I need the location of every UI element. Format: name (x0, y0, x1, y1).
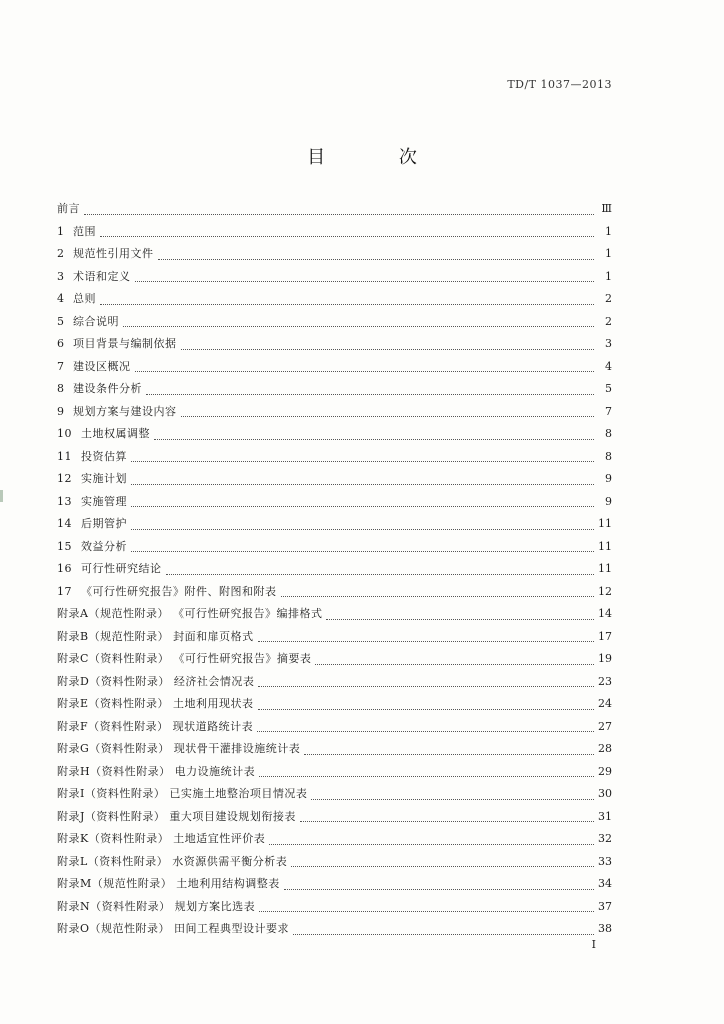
toc-entry-label (57, 695, 254, 711)
toc-entry-number: 17 (57, 584, 72, 598)
toc-leader-dots (258, 709, 594, 710)
toc-entry-page: Ⅲ (601, 202, 612, 215)
toc-entry-label (57, 898, 255, 914)
toc-entry-label (57, 245, 154, 261)
toc-entry-page: 32 (598, 832, 612, 845)
toc-entry-label (57, 515, 127, 531)
toc-entry-text: 附录N（资料性附录） 规划方案比选表 (57, 899, 256, 913)
toc-leader-dots (181, 416, 595, 417)
toc-leader-dots (326, 619, 594, 620)
toc-leader-dots (135, 281, 595, 282)
toc-entry-label (57, 200, 80, 216)
toc-leader-dots (315, 664, 594, 665)
toc-entry[interactable] (57, 470, 612, 493)
toc-entry-label (57, 583, 277, 599)
toc-entry-label (57, 470, 127, 486)
toc-entry[interactable] (57, 313, 612, 336)
toc-leader-dots (181, 349, 595, 350)
toc-entry-page: 34 (598, 877, 612, 890)
toc-entry-number: 2 (57, 247, 65, 260)
toc-entry[interactable] (57, 718, 612, 741)
table-of-contents (57, 200, 612, 943)
toc-entry-page: 9 (605, 494, 612, 508)
toc-entry-label (57, 493, 127, 509)
toc-entry[interactable] (57, 425, 612, 448)
toc-entry-text: 总则 (73, 292, 96, 305)
toc-entry[interactable] (57, 763, 612, 786)
toc-leader-dots (258, 686, 594, 687)
toc-entry-text: 投资估算 (81, 449, 127, 463)
toc-entry-page: 11 (598, 539, 612, 553)
toc-entry[interactable] (57, 830, 612, 853)
toc-entry-label (57, 628, 254, 644)
toc-entry-number: 11 (57, 449, 72, 463)
toc-entry-text: 范围 (73, 224, 96, 238)
toc-entry-page: 29 (598, 764, 612, 778)
toc-entry-label (57, 538, 127, 554)
toc-leader-dots (131, 551, 594, 552)
toc-leader-dots (84, 214, 594, 215)
toc-entry-text: 附录K（资料性附录） 土地适宜性评价表 (57, 832, 266, 845)
toc-entry[interactable] (57, 515, 612, 538)
toc-entry-text: 附录C（资料性附录） 《可行性研究报告》摘要表 (57, 652, 312, 665)
toc-entry-label (57, 830, 265, 846)
toc-entry[interactable] (57, 200, 612, 223)
toc-entry-label (57, 335, 177, 351)
toc-entry[interactable] (57, 673, 612, 696)
toc-entry[interactable] (57, 628, 612, 651)
toc-entry[interactable] (57, 223, 612, 246)
toc-entry-label (57, 358, 131, 374)
toc-entry-number: 7 (57, 359, 65, 373)
toc-entry[interactable] (57, 245, 612, 268)
toc-entry-text: 附录L（资料性附录） 水资源供需平衡分析表 (57, 854, 288, 868)
toc-entry-page: 3 (605, 337, 612, 350)
toc-entry-label (57, 718, 253, 734)
toc-entry-text: 实施计划 (81, 472, 127, 485)
toc-entry-number: 13 (57, 494, 72, 508)
toc-entry[interactable] (57, 268, 612, 291)
toc-entry[interactable] (57, 448, 612, 471)
page-title: 目 次 (307, 147, 451, 168)
toc-leader-dots (300, 821, 594, 822)
toc-entry-label (57, 605, 322, 621)
toc-entry-page: 37 (598, 899, 612, 913)
toc-entry-page: 11 (598, 562, 612, 575)
toc-entry-label (57, 268, 131, 284)
toc-entry[interactable] (57, 853, 612, 876)
toc-leader-dots (135, 371, 595, 372)
toc-entry-label (57, 763, 255, 779)
toc-entry-page: 7 (605, 404, 612, 418)
document-code: TD/T 1037—2013 (507, 78, 612, 91)
toc-entry-page: 9 (605, 472, 612, 485)
toc-entry[interactable] (57, 875, 612, 898)
toc-entry-text: 附录I（资料性附录） 已实施土地整治项目情况表 (57, 787, 308, 800)
toc-entry-number: 9 (57, 404, 65, 418)
toc-entry-text: 建设区概况 (73, 359, 131, 373)
toc-entry-label (57, 853, 287, 869)
toc-entry-text: 项目背景与编制依据 (73, 337, 177, 350)
toc-leader-dots (131, 529, 594, 530)
toc-entry[interactable] (57, 898, 612, 921)
toc-entry-text: 附录B（规范性附录） 封面和扉页格式 (57, 629, 254, 643)
toc-leader-dots (269, 844, 594, 845)
toc-entry-page: 2 (605, 314, 612, 328)
toc-entry[interactable] (57, 785, 612, 808)
toc-entry-number: 5 (57, 314, 65, 328)
toc-entry-number: 10 (57, 427, 72, 440)
toc-entry-label (57, 290, 96, 306)
toc-entry-label (57, 740, 300, 756)
toc-entry-number: 4 (57, 292, 65, 305)
toc-entry-text: 效益分析 (81, 539, 127, 553)
toc-entry[interactable] (57, 740, 612, 763)
toc-entry-page: 27 (598, 719, 612, 733)
toc-leader-dots (131, 484, 594, 485)
toc-entry-label (57, 425, 150, 441)
toc-entry-text: 附录O（规范性附录） 田间工程典型设计要求 (57, 922, 290, 935)
toc-entry-number: 15 (57, 539, 72, 553)
toc-leader-dots (291, 866, 594, 867)
toc-entry[interactable] (57, 290, 612, 313)
toc-entry-page: 23 (598, 674, 612, 688)
toc-leader-dots (258, 641, 594, 642)
toc-entry-text: 附录H（资料性附录） 电力设施统计表 (57, 764, 256, 778)
toc-entry-page: 17 (598, 629, 612, 643)
toc-entry-page: 11 (598, 517, 612, 530)
toc-entry-text: 附录F（资料性附录） 现状道路统计表 (57, 719, 254, 733)
toc-entry-text: 附录J（资料性附录） 重大项目建设规划衔接表 (57, 809, 296, 823)
toc-entry-text: 附录G（资料性附录） 现状骨干灌排设施统计表 (57, 742, 301, 755)
toc-leader-dots (100, 236, 594, 237)
toc-leader-dots (284, 889, 594, 890)
toc-entry-page: 2 (605, 292, 612, 305)
toc-entry[interactable] (57, 808, 612, 831)
toc-entry-text: 附录D（资料性附录） 经济社会情况表 (57, 674, 255, 688)
toc-entry[interactable] (57, 605, 612, 628)
toc-entry-label (57, 403, 177, 419)
toc-entry-page: 4 (605, 359, 612, 373)
toc-entry[interactable] (57, 380, 612, 403)
toc-entry-number: 14 (57, 517, 72, 530)
toc-leader-dots (154, 439, 594, 440)
toc-entry-page: 8 (605, 427, 612, 440)
toc-entry-page: 31 (598, 809, 612, 823)
toc-entry-page: 33 (598, 854, 612, 868)
toc-entry-number: 6 (57, 337, 65, 350)
toc-entry-label (57, 785, 307, 801)
toc-entry-page: 1 (605, 269, 612, 283)
toc-entry-text: 土地权属调整 (81, 427, 150, 440)
toc-entry-label (57, 380, 142, 396)
toc-entry-number: 12 (57, 472, 72, 485)
toc-leader-dots (131, 506, 594, 507)
toc-entry-page: 38 (598, 922, 612, 935)
toc-entry-number: 1 (57, 224, 65, 238)
toc-entry[interactable] (57, 583, 612, 606)
toc-entry-text: 后期管护 (81, 517, 127, 530)
toc-leader-dots (311, 799, 594, 800)
toc-entry-text: 综合说明 (73, 314, 119, 328)
toc-entry-label (57, 313, 119, 329)
toc-entry[interactable] (57, 920, 612, 943)
toc-entry-page: 12 (598, 584, 612, 598)
toc-entry-page: 1 (605, 224, 612, 238)
toc-entry-label (57, 920, 289, 936)
toc-entry-text: 建设条件分析 (73, 382, 142, 395)
toc-entry[interactable] (57, 358, 612, 381)
toc-leader-dots (259, 911, 594, 912)
toc-leader-dots (259, 776, 594, 777)
page-number: I (591, 938, 596, 951)
toc-leader-dots (166, 574, 595, 575)
toc-entry-page: 5 (605, 382, 612, 395)
toc-entry-text: 规范性引用文件 (73, 247, 154, 260)
toc-entry-page: 19 (598, 652, 612, 665)
toc-entry-text: 附录M（规范性附录） 土地利用结构调整表 (57, 877, 280, 890)
toc-entry-text: 规划方案与建设内容 (73, 404, 177, 418)
toc-entry-page: 8 (605, 449, 612, 463)
toc-entry[interactable] (57, 403, 612, 426)
toc-entry-text: 《可行性研究报告》附件、附图和附表 (81, 584, 277, 598)
toc-entry-label (57, 650, 311, 666)
toc-leader-dots (158, 259, 595, 260)
toc-entry[interactable] (57, 335, 612, 358)
toc-entry-label (57, 673, 254, 689)
toc-leader-dots (293, 934, 594, 935)
toc-entry-label (57, 223, 96, 239)
toc-entry[interactable] (57, 538, 612, 561)
toc-entry-text: 可行性研究结论 (81, 562, 162, 575)
toc-entry-text: 前言 (57, 202, 80, 215)
toc-entry-label (57, 808, 296, 824)
toc-leader-dots (123, 326, 594, 327)
toc-entry-page: 28 (598, 742, 612, 755)
toc-entry[interactable] (57, 493, 612, 516)
toc-leader-dots (304, 754, 594, 755)
toc-entry-label (57, 448, 127, 464)
toc-entry[interactable] (57, 650, 612, 673)
toc-entry-page: 14 (598, 607, 612, 620)
toc-entry-text: 术语和定义 (73, 269, 131, 283)
toc-entry-text: 实施管理 (81, 494, 127, 508)
toc-entry[interactable] (57, 560, 612, 583)
toc-entry-text: 附录A（规范性附录） 《可行性研究报告》编排格式 (57, 607, 323, 620)
toc-entry[interactable] (57, 695, 612, 718)
toc-entry-page: 24 (598, 697, 612, 710)
toc-leader-dots (131, 461, 594, 462)
toc-entry-number: 3 (57, 269, 65, 283)
toc-entry-label (57, 560, 162, 576)
toc-leader-dots (281, 596, 595, 597)
toc-entry-number: 16 (57, 562, 72, 575)
toc-leader-dots (257, 731, 594, 732)
scan-artifact (0, 490, 3, 502)
toc-entry-label (57, 875, 280, 891)
toc-entry-text: 附录E（资料性附录） 土地利用现状表 (57, 697, 254, 710)
toc-entry-page: 1 (605, 247, 612, 260)
toc-leader-dots (100, 304, 594, 305)
toc-leader-dots (146, 394, 594, 395)
toc-entry-number: 8 (57, 382, 65, 395)
toc-entry-page: 30 (598, 787, 612, 800)
